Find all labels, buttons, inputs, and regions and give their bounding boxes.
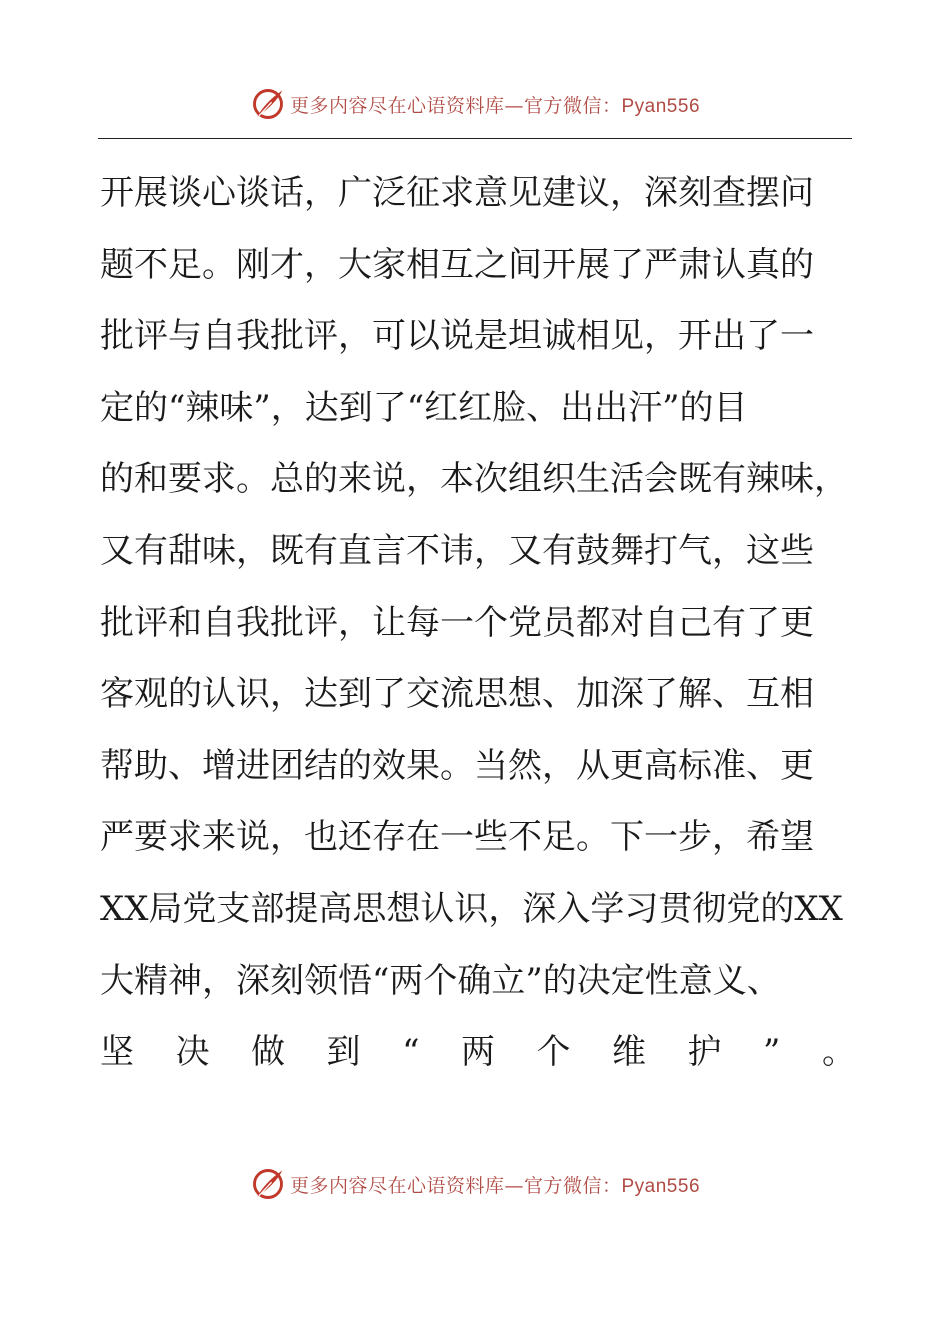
char: 两 — [460, 1032, 495, 1073]
text-line: 又有甜味，既有直言不讳，又有鼓舞打气，这些 — [100, 530, 814, 571]
footer-banner — [0, 1162, 950, 1206]
header-rule — [98, 138, 852, 139]
header-banner — [0, 82, 950, 126]
quill-logo-icon — [250, 1166, 286, 1202]
text-line: 严要求来说，也还存在一些不足。下一步，希望 — [100, 817, 814, 858]
text-line: 定的“辣味”，达到了“红红脸、出出汗”的目 — [100, 387, 748, 428]
char: 做 — [251, 1032, 286, 1073]
char: 。 — [821, 1032, 856, 1073]
header-banner-text: 更多内容尽在心语资料库—官方微信：Pyan556 — [289, 94, 701, 117]
text-line: XX局党支部提高思想认识，深入学习贯彻党的XX — [100, 888, 843, 929]
wechat-id: Pyan556 — [621, 1175, 701, 1197]
text-line: 开展谈心谈话，广泛征求意见建议，深刻查摆问 — [100, 173, 814, 213]
document-body — [100, 158, 856, 1089]
char: ” — [763, 1032, 781, 1073]
char: 维 — [612, 1032, 646, 1073]
text-line: 帮助、增进团结的效果。当然，从更高标准、更 — [100, 745, 814, 786]
char: 护 — [687, 1032, 722, 1073]
text-line-justified — [100, 1017, 856, 1089]
char: 决 — [175, 1032, 210, 1073]
text-line: 批评与自我批评，可以说是坦诚相见，开出了一 — [100, 316, 814, 357]
text-line: 客观的认识，达到了交流思想、加深了解、互相 — [100, 674, 814, 715]
char: 个 — [536, 1032, 571, 1073]
char: 到 — [326, 1032, 361, 1073]
text-line: 题不足。刚才，大家相互之间开展了严肃认真的 — [100, 244, 814, 285]
char: 坚 — [100, 1032, 134, 1073]
text-line: 的和要求。总的来说，本次组织生活会既有辣味， — [100, 459, 848, 500]
text-line: 批评和自我批评，让每一个党员都对自己有了更 — [100, 602, 814, 643]
footer-banner-text: 更多内容尽在心语资料库—官方微信：Pyan556 — [289, 1174, 701, 1197]
text-line: 大精神，深刻领悟“两个确立”的决定性意义、 — [100, 960, 781, 1001]
char: “ — [402, 1032, 420, 1073]
quill-logo-icon — [250, 86, 286, 122]
wechat-id: Pyan556 — [621, 95, 701, 117]
